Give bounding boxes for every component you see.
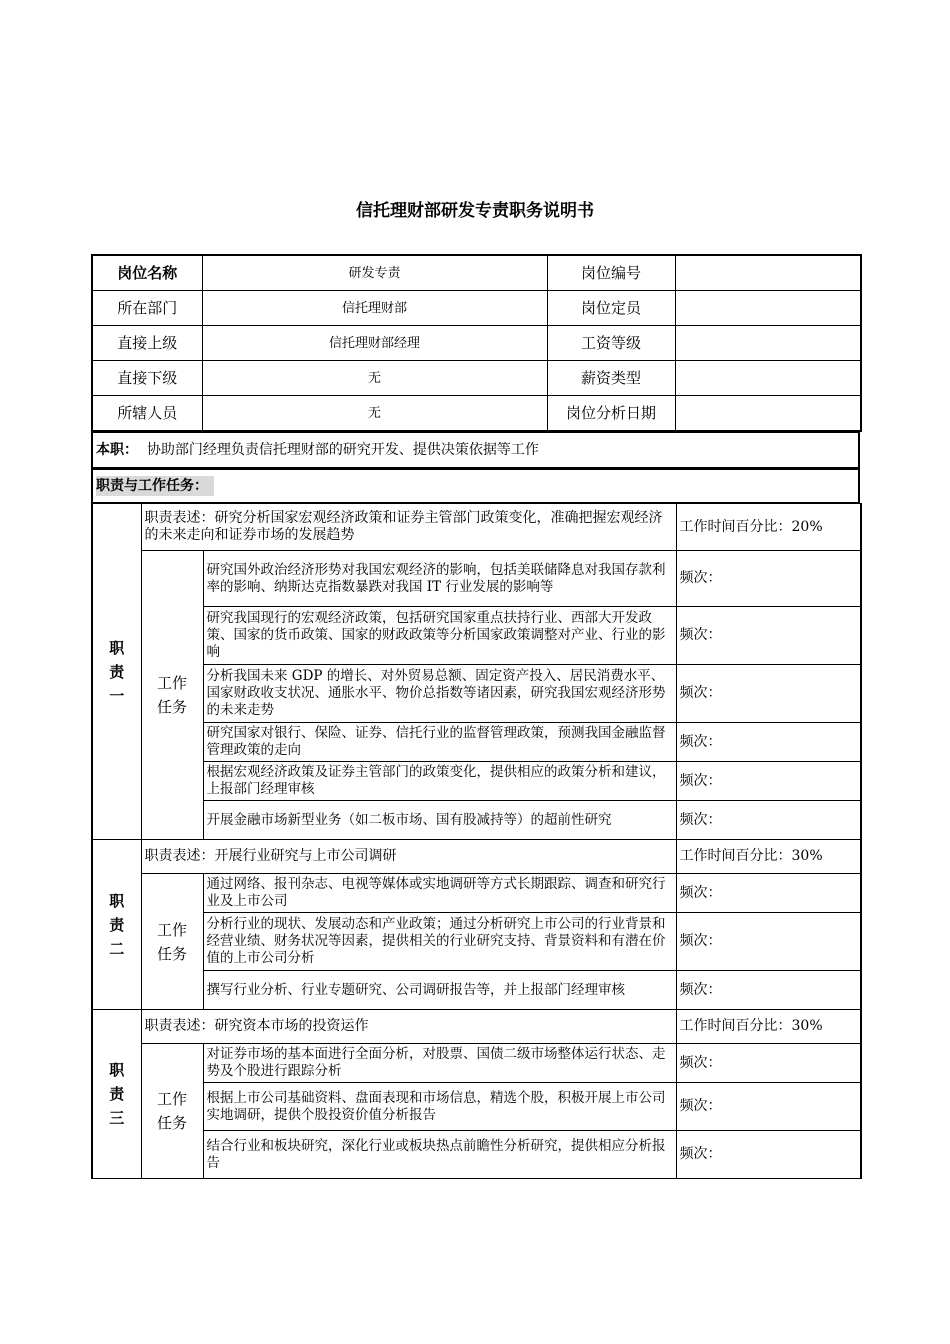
field-value: 研发专责 xyxy=(202,255,547,291)
task-frequency: 频次： xyxy=(676,801,861,840)
task-frequency: 频次： xyxy=(676,551,861,607)
task-text: 分析我国未来 GDP 的增长、对外贸易总额、固定资产投入、居民消费水平、国家财政收支状况、通胀水平、物价总指数等诸因素，研究我国宏观经济形势的未来走势 xyxy=(203,665,676,723)
task-text: 研究国外政治经济形势对我国宏观经济的影响，包括美联储降息对我国存款利率的影响、纳斯达克指数暴跌对我国 IT 行业发展的影响等 xyxy=(203,551,676,607)
duty-description: 职责表述：研究分析国家宏观经济政策和证券主管部门政策变化，准确把握宏观经济的未来走向和证券市场的发展趋势 xyxy=(141,504,676,551)
work-task-label xyxy=(141,1044,203,1179)
task-frequency: 频次： xyxy=(676,874,861,913)
task-text: 撰写行业分析、行业专题研究、公司调研报告等，并上报部门经理审核 xyxy=(203,971,676,1010)
task-text: 开展金融市场新型业务（如二板市场、国有股减持等）的超前性研究 xyxy=(203,801,676,840)
field-label: 所辖人员 xyxy=(92,396,202,432)
task-text: 结合行业和板块研究，深化行业或板块热点前瞻性分析研究，提供相应分析报告 xyxy=(203,1131,676,1179)
duty-label-text: 职 责 一 xyxy=(109,638,125,705)
time-percentage: 工作时间百分比：30% xyxy=(676,840,861,874)
task-frequency: 频次： xyxy=(676,1083,861,1131)
field-value xyxy=(675,255,861,291)
task-row xyxy=(92,971,861,1010)
duty-label-text: 职 责 二 xyxy=(109,891,125,958)
task-frequency: 频次： xyxy=(676,1131,861,1179)
field-label: 岗位编号 xyxy=(547,255,675,291)
task-row xyxy=(92,913,861,971)
position-info-table xyxy=(91,254,862,432)
info-row xyxy=(92,361,861,396)
field-value xyxy=(675,396,861,432)
field-label: 岗位定员 xyxy=(547,291,675,326)
work-task-label xyxy=(141,874,203,1010)
task-row xyxy=(92,1083,861,1131)
summary-text: 协助部门经理负责信托理财部的研究开发、提供决策依据等工作 xyxy=(146,441,539,458)
summary-table xyxy=(91,432,860,469)
field-value xyxy=(675,326,861,361)
task-text: 对证券市场的基本面进行全面分析，对股票、国债二级市场整体运行状态、走势及个股进行跟踪分析 xyxy=(203,1044,676,1083)
time-percentage: 工作时间百分比：30% xyxy=(676,1010,861,1044)
info-row xyxy=(92,255,861,291)
job-summary xyxy=(92,433,859,469)
task-frequency: 频次： xyxy=(676,913,861,971)
task-row xyxy=(92,874,861,913)
field-label: 岗位分析日期 xyxy=(547,396,675,432)
duty-label xyxy=(92,1010,141,1179)
task-frequency: 频次： xyxy=(676,1044,861,1083)
task-frequency: 频次： xyxy=(676,723,861,762)
task-frequency: 频次： xyxy=(676,971,861,1010)
work-task-label-text: 工作 任务 xyxy=(156,1090,187,1132)
duty-description: 职责表述：研究资本市场的投资运作 xyxy=(141,1010,676,1044)
field-label: 岗位名称 xyxy=(92,255,202,291)
field-label: 薪资类型 xyxy=(547,361,675,396)
info-row xyxy=(92,396,861,432)
task-frequency: 频次： xyxy=(676,762,861,801)
field-value: 无 xyxy=(202,396,547,432)
task-row xyxy=(92,762,861,801)
task-row xyxy=(92,1131,861,1179)
time-percentage: 工作时间百分比：20% xyxy=(676,504,861,551)
field-value xyxy=(675,291,861,326)
task-text: 研究我国现行的宏观经济政策，包括研究国家重点扶持行业、西部大开发政策、国家的货币政策、国家的财政政策等分析国家政策调整对产业、行业的影响 xyxy=(203,607,676,665)
task-row xyxy=(92,665,861,723)
task-row xyxy=(92,801,861,840)
work-task-label xyxy=(141,551,203,840)
task-row xyxy=(92,1044,861,1083)
section-title-text: 职责与工作任务： xyxy=(96,476,214,496)
duty-description-row xyxy=(92,840,861,874)
task-text: 研究国家对银行、保险、证券、信托行业的监督管理政策，预测我国金融监督管理政策的走向 xyxy=(203,723,676,762)
work-task-label-text: 工作 任务 xyxy=(156,674,187,716)
field-value xyxy=(675,361,861,396)
section-table xyxy=(91,469,860,503)
duty-label xyxy=(92,504,141,840)
field-label: 工资等级 xyxy=(547,326,675,361)
duty-description-row xyxy=(92,1010,861,1044)
task-row xyxy=(92,607,861,665)
field-label: 直接上级 xyxy=(92,326,202,361)
task-frequency: 频次： xyxy=(676,607,861,665)
task-text: 分析行业的现状、发展动态和产业政策；通过分析研究上市公司的行业背景和经营业绩、财务状况等因素，提供相关的行业研究支持、背景资料和有潜在价值的上市公司分析 xyxy=(203,913,676,971)
field-value: 信托理财部 xyxy=(202,291,547,326)
field-value: 无 xyxy=(202,361,547,396)
duty-label xyxy=(92,840,141,1010)
work-task-label-text: 工作 任务 xyxy=(156,920,187,963)
info-row xyxy=(92,291,861,326)
task-text: 根据上市公司基础资料、盘面表现和市场信息，精选个股，积极开展上市公司实地调研，提供个股投资价值分析报告 xyxy=(203,1083,676,1131)
duty-description-row xyxy=(92,504,861,551)
job-description-form xyxy=(91,254,860,1179)
field-value: 信托理财部经理 xyxy=(202,326,547,361)
section-title xyxy=(92,470,859,503)
duty-description: 职责表述：开展行业研究与上市公司调研 xyxy=(141,840,676,874)
task-row xyxy=(92,723,861,762)
info-row xyxy=(92,326,861,361)
duties-table xyxy=(91,503,862,1179)
field-label: 直接下级 xyxy=(92,361,202,396)
task-frequency: 频次： xyxy=(676,665,861,723)
page-title: 信托理财部研发专责职务说明书 xyxy=(356,201,594,221)
duty-label-text: 职 责 三 xyxy=(109,1061,125,1127)
summary-label: 本职： xyxy=(96,441,138,458)
field-label: 所在部门 xyxy=(92,291,202,326)
task-text: 根据宏观经济政策及证券主管部门的政策变化，提供相应的政策分析和建议，上报部门经理审核 xyxy=(203,762,676,801)
task-row xyxy=(92,551,861,607)
task-text: 通过网络、报刊杂志、电视等媒体或实地调研等方式长期跟踪、调查和研究行业及上市公司 xyxy=(203,874,676,913)
